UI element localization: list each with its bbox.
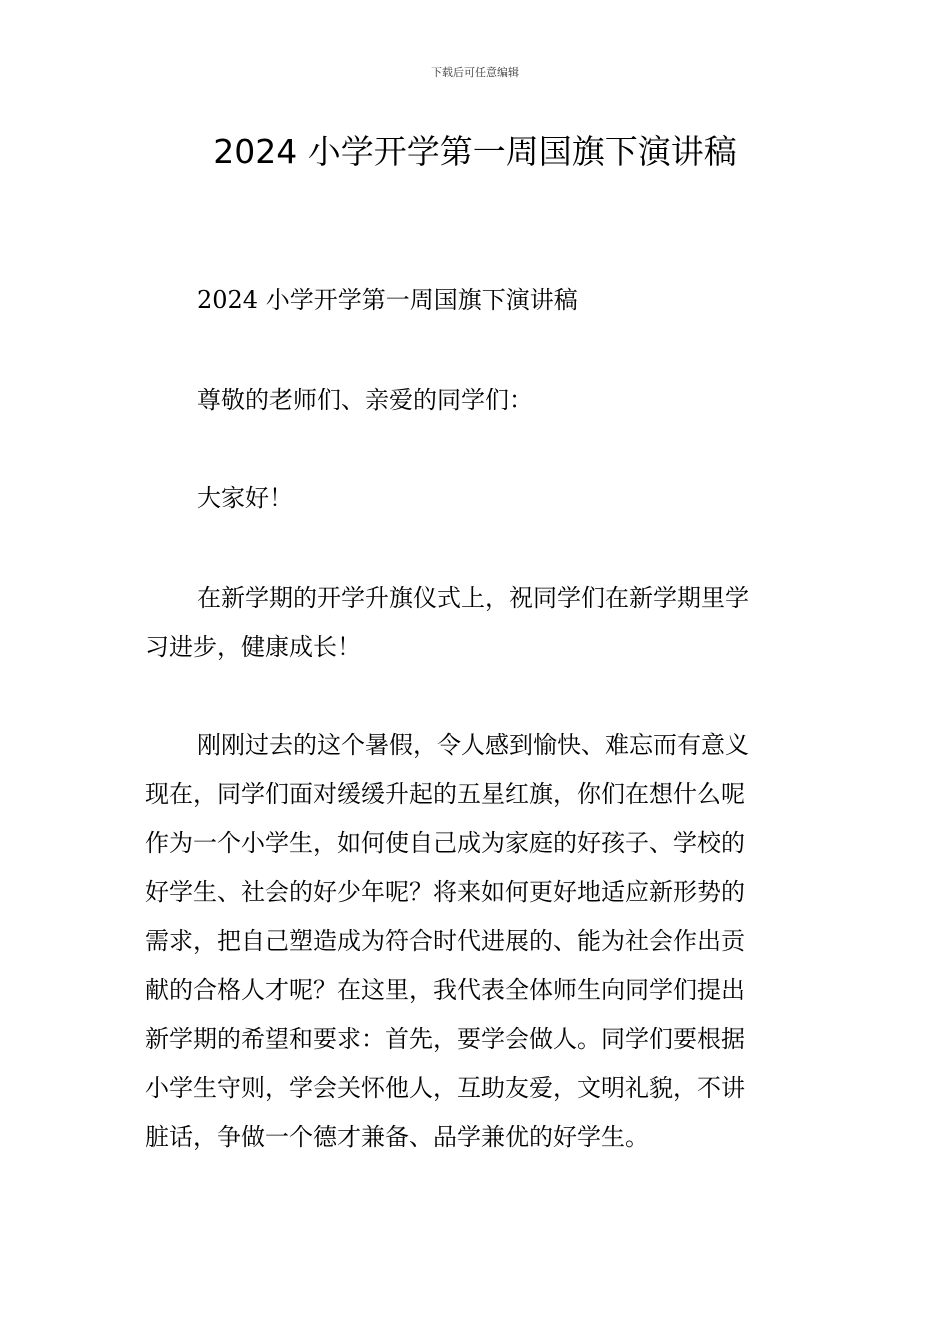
paragraph-line: 刚刚过去的这个暑假，令人感到愉快、难忘而有意义 bbox=[197, 731, 749, 759]
paragraph-wishes bbox=[145, 574, 805, 672]
paragraph-line: 现在，同学们面对缓缓升起的五星红旗，你们在想什么呢 bbox=[145, 780, 745, 808]
paragraph-subtitle bbox=[145, 276, 805, 325]
document-title: 2024 小学开学第一周国旗下演讲稿 bbox=[213, 132, 737, 171]
paragraph-line: 新学期的希望和要求：首先，要学会做人。同学们要根据 bbox=[145, 1025, 745, 1053]
paragraph-line: 献的合格人才呢？在这里，我代表全体师生向同学们提出 bbox=[145, 976, 745, 1004]
paragraph-line: 作为一个小学生，如何使自己成为家庭的好孩子、学校的 bbox=[145, 829, 745, 857]
paragraph-line: 习进步，健康成长！ bbox=[145, 633, 361, 661]
paragraph-line: 小学生守则，学会关怀他人，互助友爱，文明礼貌，不讲 bbox=[145, 1074, 745, 1102]
paragraph-line: 大家好！ bbox=[197, 484, 293, 512]
paragraph-main bbox=[145, 721, 805, 1162]
paragraph-line: 好学生、社会的好少年呢？将来如何更好地适应新形势的 bbox=[145, 878, 745, 906]
paragraph-line: 尊敬的老师们、亲爱的同学们： bbox=[197, 386, 533, 414]
paragraph-salutation bbox=[145, 376, 805, 425]
paragraph-line: 在新学期的开学升旗仪式上，祝同学们在新学期里学 bbox=[197, 584, 749, 612]
header-note: 下载后可任意编辑 bbox=[431, 66, 519, 79]
paragraph-greeting bbox=[145, 474, 805, 523]
paragraph-line: 2024 小学开学第一周国旗下演讲稿 bbox=[197, 286, 578, 314]
paragraph-line: 脏话，争做一个德才兼备、品学兼优的好学生。 bbox=[145, 1123, 649, 1151]
paragraph-line: 需求，把自己塑造成为符合时代进展的、能为社会作出贡 bbox=[145, 927, 745, 955]
